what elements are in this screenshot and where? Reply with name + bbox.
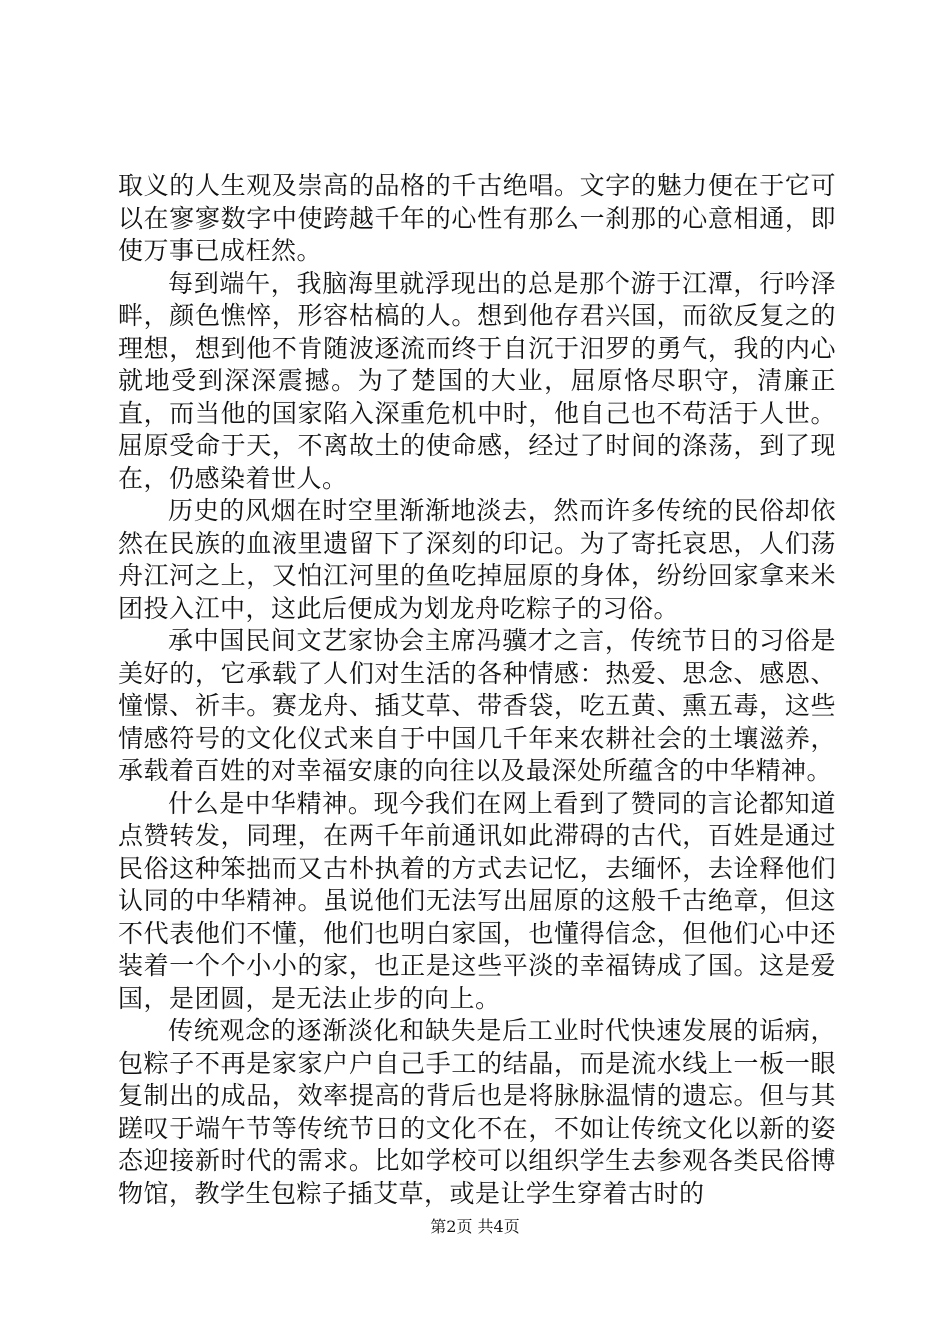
body-text [118, 170, 836, 1210]
paragraph-2: 每到端午，我脑海里就浮现出的总是那个游于江潭，行吟泽畔，颜色憔悴，形容枯槁的人。想到他存君兴国，而欲反复之的理想，想到他不肯随波逐流而终于自沉于汨罗的勇气，我的内心就地受到深深震撼。为了楚国的大业，屈原恪尽职守，清廉正直，而当他的国家陷入深重危机中时，他自己也不苟活于人世。屈原受命于天，不离故土的使命感，经过了时间的涤荡，到了现在，仍感染着世人。 [118, 268, 836, 493]
page-number-label: 第2页 共4页 [430, 1217, 520, 1236]
paragraph-3: 历史的风烟在时空里渐渐地淡去，然而许多传统的民俗却依然在民族的血液里遗留下了深刻的印记。为了寄托哀思，人们荡舟江河之上，又怕江河里的鱼吃掉屈原的身体，纷纷回家拿来米团投入江中，这此后便成为划龙舟吃粽子的习俗。 [118, 496, 836, 623]
paragraph-1: 取义的人生观及崇高的品格的千古绝唱。文字的魅力便在于它可以在寥寥数字中使跨越千年的心性有那么一刹那的心意相通，即使万事已成枉然。 [118, 171, 836, 265]
paragraph-6: 传统观念的逐渐淡化和缺失是后工业时代快速发展的诟病，包粽子不再是家家户户自己手工的结晶，而是流水线上一板一眼复制出的成品，效率提高的背后也是将脉脉温情的遗忘。但与其蹉叹于端午节等传统节日的文化不在，不如让传统文化以新的姿态迎接新时代的需求。比如学校可以组织学生去参观各类民俗博物馆，教学生包粽子插艾草，或是让学生穿着古时的 [118, 1016, 836, 1208]
paragraph-5: 什么是中华精神。现今我们在网上看到了赞同的言论都知道点赞转发，同理，在两千年前通讯如此滞碍的古代，百姓是通过民俗这种笨拙而又古朴执着的方式去记忆，去缅怀，去诠释他们认同的中华精神。虽说他们无法写出屈原的这般千古绝章，但这不代表他们不懂，他们也明白家国，也懂得信念，但他们心中还装着一个个小小的家，也正是这些平淡的幸福铸成了国。这是爱国，是团圆，是无法止步的向上。 [118, 788, 836, 1013]
page-footer [0, 1217, 950, 1237]
paragraph-4: 承中国民间文艺家协会主席冯骥才之言，传统节日的习俗是美好的，它承载了人们对生活的各种情感：热爱、思念、感恩、憧憬、祈丰。赛龙舟、插艾草、带香袋，吃五黄、熏五毒，这些情感符号的文化仪式来自于中国几千年来农耕社会的土壤滋养，承载着百姓的对幸福安康的向往以及最深处所蕴含的中华精神。 [118, 626, 836, 785]
